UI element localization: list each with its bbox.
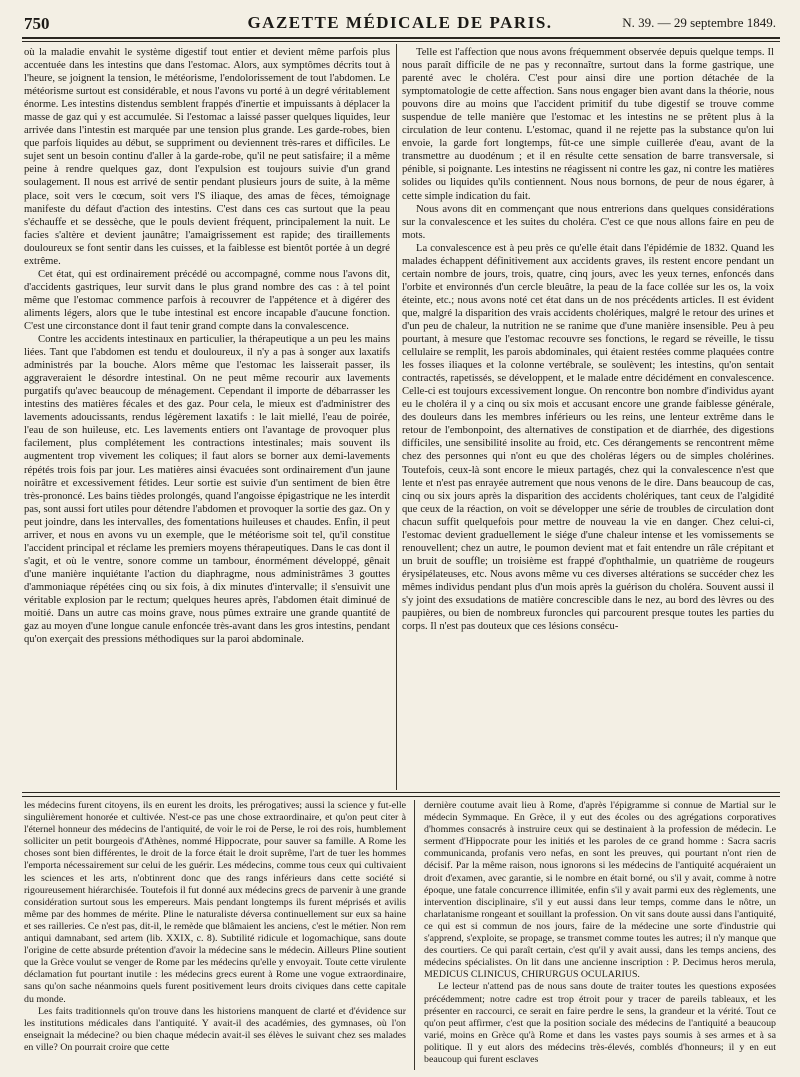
feuilleton-column-left [24,800,406,1068]
paragraph: les médecins furent citoyens, ils en eurent les droits, les prérogatives; aussi la science y fut-elle singulièrement honorée et cultivée. N'est-ce pas une chose extraordinaire, et qu'on peut citer à l'éternel honneur des médecins de l'antiquité, de voir le roi de Perse, le roi des rois, humblement solliciter un petit bourgeois d'Athènes, nommé Hippocrate, pour sauver sa famille. A Rome les choses sont bien différentes, le droit de la force était le droit suprême, l'art de tuer les hommes l'emporta nécessairement sur celui de les guérir. Les médecins, comme tous ceux qui cultivaient les sciences et les arts, n'obtinrent donc que des rangs inférieurs dans cette société si rigoureusement hiérarchisée. Toutefois il fut donné aux médecins grecs de parvenir à une grande considération surtout sous les empereurs. Mais pendant longtemps ils furent méprisés et avilis même par des hommes de mérite. Pline le naturaliste déversa continuellement sur eux sa haine et ses railleries. Ce n'est pas, dit-il, le remède que blâmaient les anciens, c'est le métier. Non rem antiqui damnabant, sed artem (lib. XXIX, c. 8). Subtilité ridicule et logomachique, sans doute l'origine de cette absurde prétention d'avoir la médecine sans le médecin. Ailleurs Pline soutient que la Grèce voulut se venger de Rome par les médecins qu'elle y envoyait. Toute cette virulente déclamation fut pourtant inutile : les médecins grecs eurent à Rome une vogue extraordinaire, sans qu'on sache néanmoins quels furent positivement leurs droits civiques dans cette capitale du monde. [24,800,406,1005]
issue-date: N. 39. — 29 septembre 1849. [622,15,776,30]
page-header [0,8,800,36]
feuilleton-rule-thin [22,796,780,797]
feuilleton-column-right [424,800,776,1068]
paragraph: où la maladie envahit le système digestif tout entier et devient même parfois plus accentuée dans les intestins que dans l'estomac. Alors, aux symptômes décrits tout à l'heure, se joignent la tension, le météorisme, l'endolorissement de tout l'abdomen. Le météorisme surtout est considérable, et nous l'avons vu porté à un degré véritablement énorme. Les intestins distendus semblent frappés d'inertie et impuissants à déplacer la masse de gaz qui y est accumulée. Si l'estomac a laissé passer quelques liquides, leur arrivée dans l'intestin est marquée par une tension plus grande. Les garde-robes, bien que parfois liquides au début, se suppriment ou deviennent très-rares et difficiles. Le sujet sent un besoin continu d'aller à la garde-robe, qu'il ne peut satisfaire; il a même peine à rendre quelques gaz, dont l'expulsion est toujours suivie d'un grand soulagement. Il nous est arrivé de sentir pendant plusieurs jours de suite, à la même place, soit vers le cœcum, soit vers l'S iliaque, des amas de fèces, témoignage manifeste du défaut d'action des intestins. C'est dans ces cas surtout que la peau s'échauffe et se dessèche, que le pouls devient fréquent, principalement la nuit. Le facies s'altère et devient jaunâtre; l'amaigrissement est rapide; des tiraillements douloureux se font sentir dans les cuisses, et la faiblesse est bientôt portée à un degré extrême. [24,47,390,267]
paragraph: Telle est l'affection que nous avons fréquemment observée depuis quelque temps. Il nous paraît difficile de ne pas y reconnaître, surtout dans la forme gastrique, une parenté avec le choléra. C'est pour ainsi dire une portion détachée de la symptomatologie de cette affection. Sans nous engager bien avant dans la théorie, nous pouvons dire au moins que l'accident primitif du tube digestif se trouve comme suspendue de telle manière que l'estomac et les intestins ne se prêtent plus à la circulation de leur contenu. L'estomac, quand il ne rejette pas la substance qu'on lui envoie, la garde fort longtemps, fût-ce une simple cuillerée d'eau, avant de la transmettre au duodénum ; et il en résulte cette sensation de barre transversale, si pénible, si poignante. Les intestins ne réagissent ni contre les gaz, ni contre les matières solides ou liquides qu'ils contiennent. Nous nous bornons, de peur de nous égarer, à cette simple indication du fait. [402,47,774,202]
header-rule-thin [22,41,780,42]
paragraph: Les faits traditionnels qu'on trouve dans les historiens manquent de clarté et d'évidence sur les institutions médicales dans l'antiquité. Y avait-il des académies, des gymnases, où l'on enseignait la médecine? ou bien chaque médecin avait-il ses élèves le suivant chez ses malades en ville? On pourrait croire que cette [24,1005,406,1053]
header-rule [22,37,780,39]
article-column-right [402,46,774,786]
page-number: 750 [24,14,50,33]
paragraph: La convalescence est à peu près ce qu'elle était dans l'épidémie de 1832. Quand les malades échappent définitivement aux accidents graves, ils restent encore pendant un certain nombre de jours, trois, quatre, cinq jours, avec les yeux ternes, enfoncés dans l'orbite et environnés d'un cercle bleuâtre, la peau de la face collée sur les os, la voix éteinte, etc.; nous avons noté cet état dans un de nos précédents articles. Il est évident que, malgré la disparition des vrais accidents cholériques, malgré le retour des urines et d'un peu de chaleur, la nutrition ne se ranime que d'une manière insensible. Peu à peu pourtant, à mesure que l'estomac recouvre ses fonctions, le regard se réveille, le tissu cellulaire se remplit, les parois abdominales, qui étaient restées comme plaquées contre les fosses iliaques et la colonne vertébrale, se soulèvent; les intestins, qu'on sentait contractés, rapetissés, se développent, et le malade entre décidément en convalescence. Celle-ci est toujours excessivement longue. On rencontre bon nombre d'individus ayant eu le choléra il y a cinq ou six mois et accusant encore une grande faiblesse générale, des douleurs dans les membres inférieurs ou les reins, une lenteur extrême dans le retour de l'embonpoint, des alternatives de constipation et de diarrhée, des digestions difficiles, une sensibilité insolite au froid, etc. Ces dérangements se rencontrent même chez des personnes qui n'ont eu que des choléras légers ou de simples cholérines. Toutefois, ceux-là sont encore le mieux partagés, chez qui la convalescence n'est que lente et n'est pas enrayée autrement que nous venons de le dire. Dans beaucoup de cas, cinq ou six jours après la disparition des accidents cholériques, tant ceux de l'algidité que ceux de la réaction, on voit se développer une série de troubles de circulation dont chacun suffit quelquefois pour mettre de nouveau la vie en danger. Chez celui-ci, l'estomac devient graduellement le siége d'une chaleur intense et les vomissements se renouvellent; chez un autre, le poumon devient mat et fait entendre un râle crépitant et un bruit de souffle; un troisième est frappé d'ophthalmie, un quatrième de rougeurs érysipélateuses, etc. Nous avons même vu ces diverses altérations se succéder chez les mêmes individus pendant plus d'un mois après la guérison du choléra. Souvent aussi il s'y joint des exsudations de matière concrescible dans le nez, au bord des lèvres ou des paupières, ou bien de nombreux furoncles qui parcourent presque toutes les parties du corps. Il n'est pas douteux que ces lésions consécu- [402,242,774,633]
column-divider [396,44,397,790]
article-column-left [24,46,390,786]
paragraph: Nous avons dit en commençant que nous entrerions dans quelques considérations sur la convalescence et les suites du choléra. C'est ce que nous allons faire en peu de mots. [402,203,774,241]
feuilleton-divider [414,800,415,1070]
journal-title: GAZETTE MÉDICALE DE PARIS. [247,13,553,32]
paragraph: dernière coutume avait lieu à Rome, d'après l'épigramme si connue de Martial sur le médecin Symmaque. En Grèce, il y eut des écoles ou des agrégations corporatives d'hommes consacrés à instruire ceux qui se destinaient à la profession de médecin. Le serment d'Hippocrate pour les initiés et les paroles de ce grand homme : Sacra sacris communicanda, profanis vero nefas, en sont les preuves, qui pourtant n'ont rien de décisif. Par la même raison, nous ignorons si les médecins de l'antiquité acquéraient un droit d'examen, avec garantie, si le nombre en était borné, ou s'il y avait, comme à notre époque, une fatale concurrence illimitée, enfin s'il y avait parmi eux des règlements, une intervention disciplinaire, s'il y eut aussi dans leur temps, comme dans le nôtre, un charlatanisme rongeant et souillant la profession. On vit sans doute aussi dans l'antiquité, ce qui est si commun de nos jours, faire de la médecine une sorte d'industrie qui s'apprend, s'exploite, se propage, se transmet comme toutes les autres; il n'y manque que des courtiers. Ce qui paraît certain, c'est qu'il y avait aussi, dans les temps anciens, des médecins spécialistes. On lit dans une ancienne inscription : P. Decimus heros merula, MEDICUS CLINICUS, CHIRURGUS OCULARIUS. [424,800,776,981]
paragraph: Le lecteur n'attend pas de nous sans doute de traiter toutes les questions exposées précédemment; notre cadre est trop étroit pour y tracer de pareils tableaux, et les présenter en raccourci, ce serait en faire perdre le sens, la grandeur et la vérité. Tout ce qu'on peut affirmer, c'est que la position sociale des médecins de l'antiquité a beaucoup varié, moins en Grèce qu'à Rome et dans les vastes pays soumis à ses armes et à sa politique. Il y eut alors des médecins très-élevés, comblés d'honneurs; il y en eut beaucoup qui furent esclaves [424,981,776,1065]
feuilleton-rule [22,792,780,793]
paragraph: Cet état, qui est ordinairement précédé ou accompagné, comme nous l'avons dit, d'accidents gastriques, leur survit dans le plus grand nombre des cas : à tel point même que l'estomac commence parfois à recouvrer de l'appétence et à digérer des aliments légers, alors que le tube intestinal est encore incapable d'aucune fonction. C'est une circonstance dont il faut tenir grand compte dans la convalescence. [24,268,390,332]
paragraph: Contre les accidents intestinaux en particulier, la thérapeutique a un peu les mains liées. Tant que l'abdomen est tendu et douloureux, il n'y a pas à songer aux laxatifs administrés par la bouche. Alors même que l'estomac les laisserait passer, ils aggraveraient le désordre intestinal. On ne peut même recourir aux lavements purgatifs qu'avec beaucoup de ménagement. Cependant il importe de débarrasser les intestins des matières fécales et des gaz. Pour cela, le mieux est d'administrer des lavements adoucissants, rendus légèrement laxatifs : le lait miellé, l'eau de poirée, l'eau de son huileuse, etc. Les lavements entiers ont l'avantage de provoquer plus facilement, plus complétement les contractions intestinales; mais souvent ils augmentent trop vivement les coliques; il faut alors se borner aux demi-lavements répétés trois fois par jour. Les matières ainsi évacuées sont ordinairement d'un jaune noirâtre et excessivement fétides. Leur sortie est suivie d'un sentiment de bien être très-prononcé. Les bains tièdes prolongés, quand l'angoisse épigastrique ne les interdit pas, sont aussi fort utiles pour détendre l'abdomen et provoquer la sortie des gaz. On y peut joindre, dans les intervalles, des fomentations huileuses et chaudes. Enfin, il peut arriver, et nous en avons vu un exemple, que le météorisme soit tel, qu'il constitue l'accident principal et réclame les premiers moyens thérapeutiques. Dans le cas dont il s'agit, et où le ventre, sonore comme un tambour, énormément développé, gênait d'une manière inquiétante l'action du diaphragme, nous administrâmes 3 gouttes d'ammoniaque répétées cinq ou six fois, à dix minutes d'intervalle; il s'ensuivit une véritable explosion par le rectum; quelques heures après, l'abdomen était diminué de moitié. Dans un autre cas moins grave, nous pûmes extraire une grande quantité de gaz au moyen d'une longue canule enfoncée très-avant dans les gros intestins, pendant qu'on exerçait des pressions méthodiques sur la paroi abdominale. [24,334,390,646]
